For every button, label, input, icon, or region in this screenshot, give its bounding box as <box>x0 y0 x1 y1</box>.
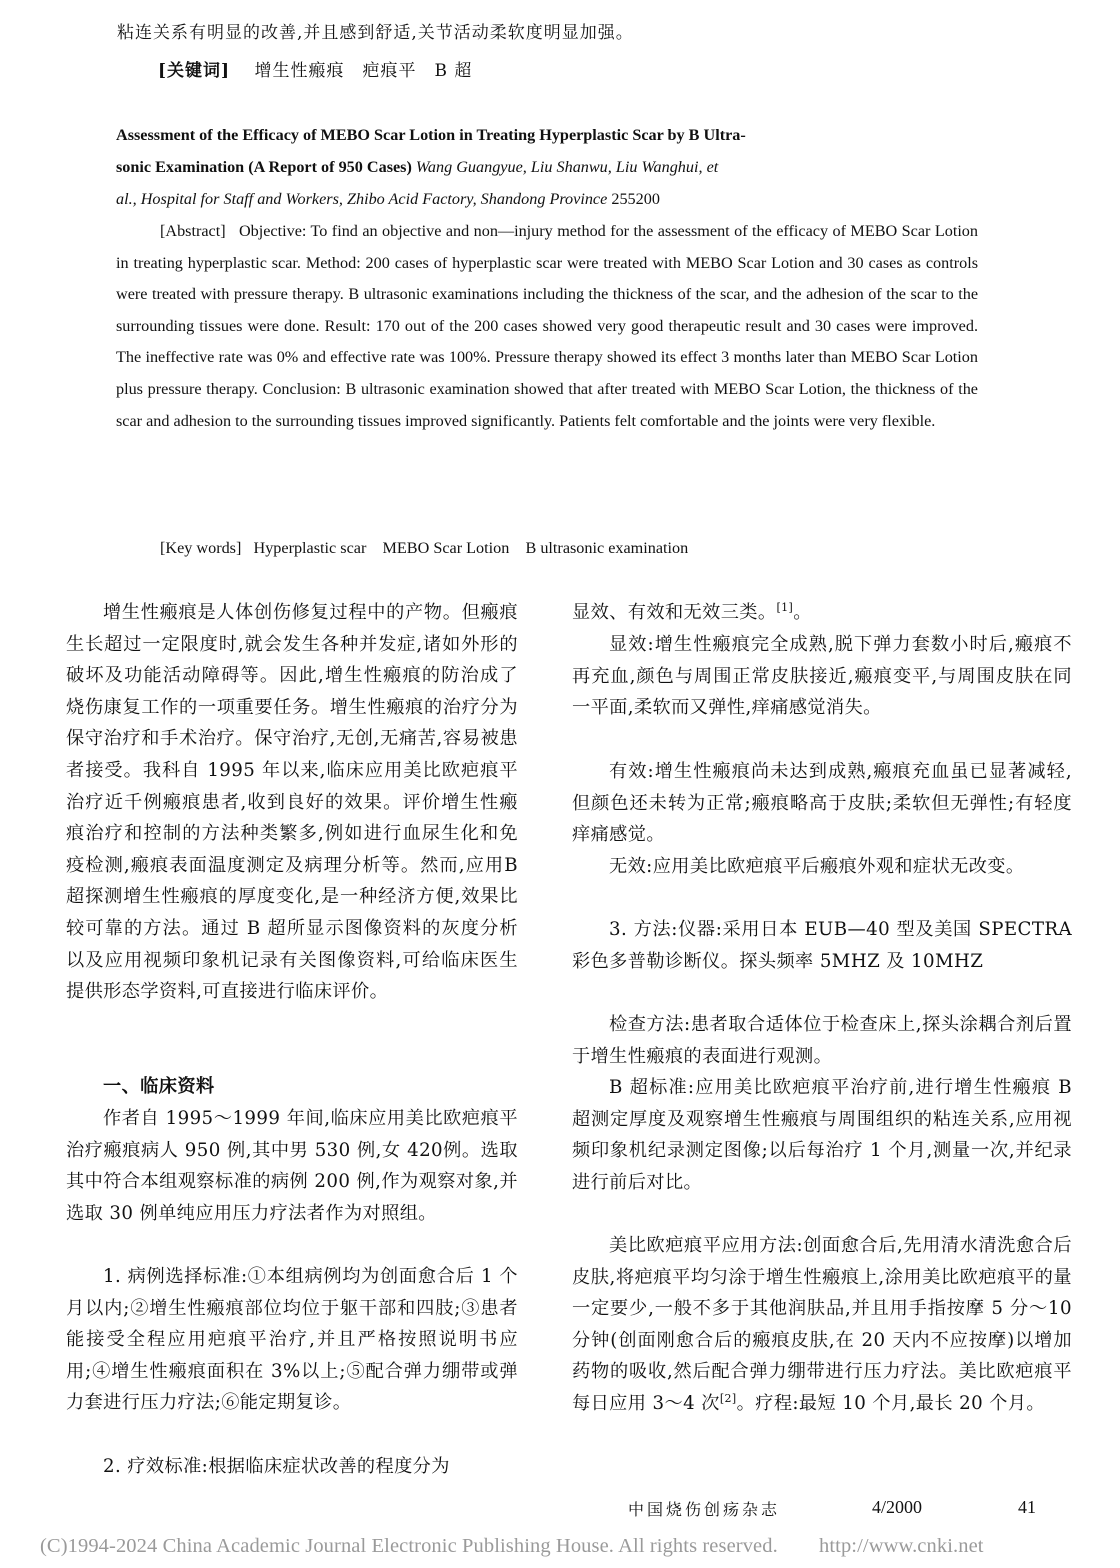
journal-name: 中国烧伤创疡杂志 <box>628 1500 781 1519</box>
en-keywords <box>116 533 978 565</box>
continuation-text: 显效、有效和无效三类。 <box>572 602 777 623</box>
cn-keywords <box>158 56 1028 86</box>
method-paragraph: 3. 方法:仪器:采用日本 EUB—40 型及美国 SPECTRA 彩色多普勒诊断仪。探头频率 5MHZ 及 10MHZ <box>572 919 1072 972</box>
en-abstract <box>116 216 978 437</box>
ref-1: [1] <box>776 600 794 614</box>
continuation-end: 。 <box>793 602 812 623</box>
en-abstract-label: [Abstract] <box>160 222 226 240</box>
usage-text: 美比欧疤痕平应用方法:创面愈合后,先用清水清洗愈合后皮肤,将疤痕平均匀涂于增生性瘢痕上,涂用美比欧疤痕平的量一定要少,一般不多于其他润肤品,并且用手指按摩 5 分～10 分钟(创面刚愈合后的瘢痕皮肤,在 20 天内不应按摩)以增加药物的吸收,然后配合弹力绷带进行压力疗法。美比欧疤痕平每日应用 3～4 次 <box>572 1235 1072 1414</box>
en-authors-2: al., Hospital for Staff and Workers, Zhibo Acid Factory, Shandong Province <box>116 190 608 208</box>
ineffective-paragraph: 无效:应用美比欧疤痕平后瘢痕外观和症状无改变。 <box>609 856 1025 877</box>
en-postcode: 255200 <box>611 190 660 208</box>
ref-2: [2] <box>719 1391 737 1405</box>
page-number: 41 <box>1018 1497 1036 1517</box>
intro-paragraph: 增生性瘢痕是人体创伤修复过程中的产物。但瘢痕生长超过一定限度时,就会发生各种并发症,诸如外形的破坏及功能活动障碍等。因此,增生性瘢痕的防治成了烧伤康复工作的一项重要任务。增生性瘢痕的治疗分为保守治疗和手术治疗。保守治疗,无创,无痛苦,容易被患者接受。我科自 1995 年以来,临床应用美比欧疤痕平治疗近千例瘢痕患者,收到良好的效果。评价增生性瘢痕治疗和控制的方法种类繁多,例如进行血尿生化和免疫检测,瘢痕表面温度测定及病理分析等。然而,应用B 超探测增生性瘢痕的厚度变化,是一种经济方便,效果比较可靠的方法。通过 B 超所显示图像资料的灰度分析以及应用视频印象机记录有关图像资料,可给临床医生提供形态学资料,可直接进行临床评价。 <box>66 602 518 1003</box>
effective-paragraph: 有效:增生性瘢痕尚未达到成熟,瘢痕充血虽已显著减轻,但颜色还未转为正常;瘢痕略高于皮肤;柔软但无弹性;有轻度痒痛感觉。 <box>572 761 1072 846</box>
section1-paragraph: 作者自 1995～1999 年间,临床应用美比欧疤痕平治疗瘢痕病人 950 例,其中男 530 例,女 420例。选取其中符合本组观察标准的病例 200 例,作为观察对象,并选取 30 例单纯应用压力疗法者作为对照组。 <box>66 1108 518 1224</box>
en-title-part2: sonic Examination (A Report of 950 Cases) <box>116 158 412 176</box>
usage-paragraph <box>572 1230 1072 1420</box>
section1-heading: 一、临床资料 <box>103 1076 215 1097</box>
en-title-line-3 <box>116 184 978 216</box>
en-keywords-label: [Key words] <box>160 539 242 557</box>
criteria-paragraph: 1. 病例选择标准:①本组病例均为创面愈合后 1 个月以内;②增生性瘢痕部位均位于躯干部和四肢;③患者能接受全程应用疤痕平治疗,并且严格按照说明书应用;④增生性瘢痕面积在 3%以上;⑤配合弹力绷带或弹力套进行压力疗法;⑥能定期复诊。 <box>66 1266 518 1414</box>
cn-keywords-label: [关键词] <box>158 61 231 81</box>
exam-paragraph: 检查方法:患者取合适体位于检查床上,探头涂耦合剂后置于增生性瘢痕的表面进行观测。 <box>572 1014 1072 1067</box>
usage-end: 。疗程:最短 10 个月,最长 20 个月。 <box>736 1392 1046 1414</box>
marked-effect-paragraph: 显效:增生性瘢痕完全成熟,脱下弹力套数小时后,瘢痕不再充血,颜色与周围正常皮肤接近,瘢痕变平,与周围皮肤在同一平面,柔软而又弹性,痒痛感觉消失。 <box>572 634 1072 719</box>
cn-abstract-end: 粘连关系有明显的改善,并且感到舒适,关节活动柔软度明显加强。 <box>117 23 634 43</box>
copyright-notice: (C)1994-2024 China Academic Journal Electronic Publishing House. All rights reserved. http://www.cnki.net <box>40 1535 984 1557</box>
en-title-line-2 <box>116 152 978 184</box>
en-title-line-1: Assessment of the Efficacy of MEBO Scar Lotion in Treating Hyperplastic Scar by B Ultra- <box>116 126 746 144</box>
cn-keywords-terms: 增生性瘢痕 疤痕平 B 超 <box>254 61 473 81</box>
en-abstract-text: Objective: To find an objective and non—injury method for the assessment of the efficacy of MEBO Scar Lotion in treating hyperplastic scar. Method: 200 cases of hyperplastic scar were treated with MEBO Scar Lotion and 30 cases as controls were treated with pressure therapy. B ultrasonic examinations including the thickness of the scar, and the adhesion of the scar to the surrounding tissues were done. Result: 170 out of the 200 cases showed very good therapeutic result and 30 cases were improved. The ineffective rate was 0% and effective rate was 100%. Pressure therapy showed its effect 3 months later than MEBO Scar Lotion plus pressure therapy. Conclusion: B ultrasonic examination showed that after treated with MEBO Scar Lotion, the thickness of the scar and adhesion to the surrounding tissues improved significantly. Patients felt comfortable and the joints were very flexible. <box>116 222 978 430</box>
en-keywords-terms: Hyperplastic scar MEBO Scar Lotion B ultrasonic examination <box>253 539 689 557</box>
b-standard-paragraph: B 超标准:应用美比欧疤痕平治疗前,进行增生性瘢痕 B 超测定厚度及观察增生性瘢痕与周围组织的粘连关系,应用视频印象机纪录测定图像;以后每治疗 1 个月,测量一次,并纪录进行前后对比。 <box>572 1077 1072 1193</box>
continuation-paragraph <box>572 597 1072 629</box>
en-authors-1: Wang Guangyue, Liu Shanwu, Liu Wanghui, et <box>415 158 719 176</box>
efficacy-paragraph: 2. 疗效标准:根据临床症状改善的程度分为 <box>103 1456 450 1477</box>
issue-number: 4/2000 <box>872 1497 923 1517</box>
